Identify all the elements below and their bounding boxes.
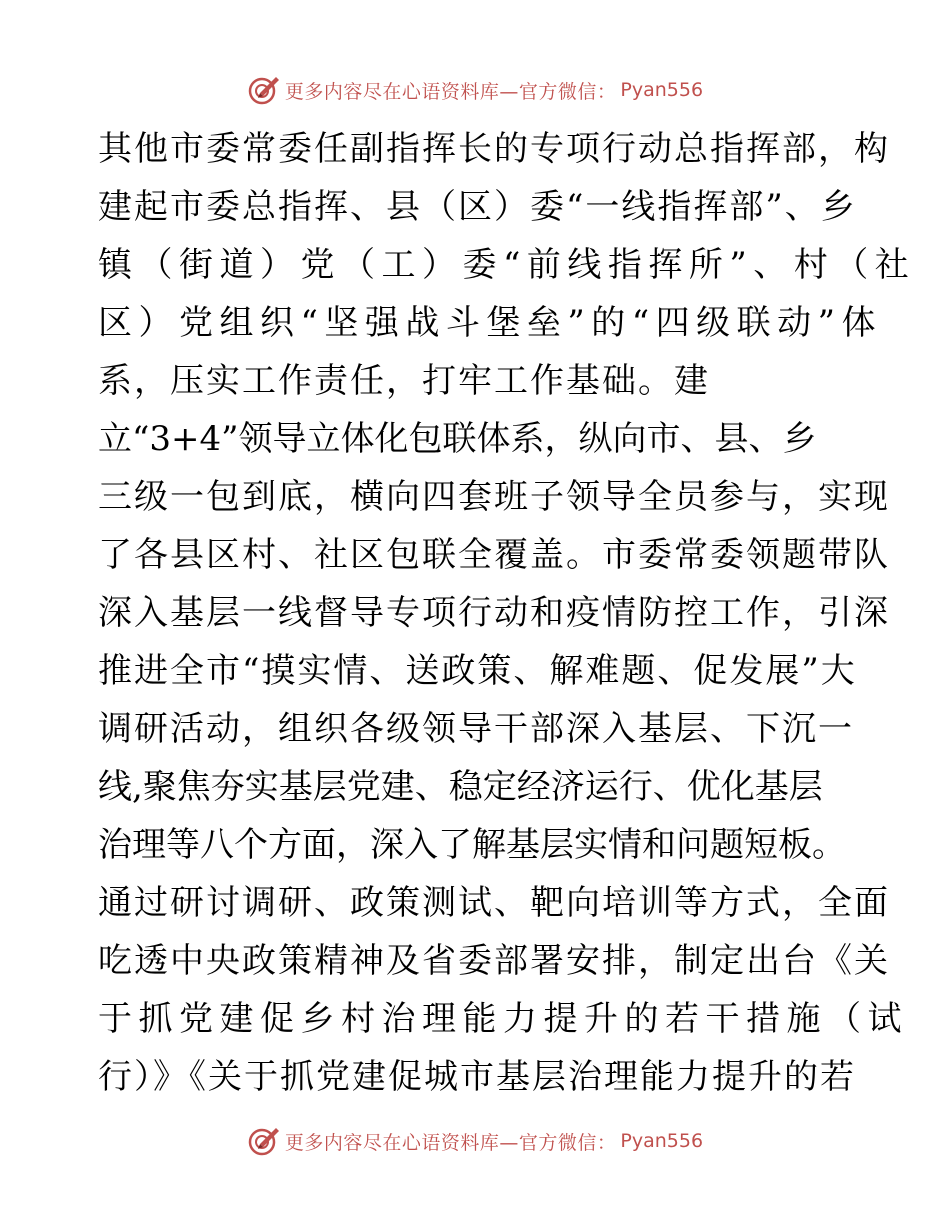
text-line: 系，压实工作责任，打牢工作基础。建: [98, 361, 710, 401]
text-line: 区）党组织“坚强战斗堡垒”的“四级联动”体: [98, 303, 883, 343]
text-line: 立“3+4”领导立体化包联体系，纵向市、县、乡: [98, 419, 817, 459]
footer-watermark: [0, 1121, 950, 1161]
document-body: [98, 120, 916, 1106]
text-line: 于抓党建促乡村治理能力提升的若干措施（试: [98, 999, 908, 1039]
watermark-text: 更多内容尽在心语资料库—官方微信：: [284, 1131, 617, 1154]
text-line: 吃透中央政策精神及省委部署安排，制定出台《关: [98, 941, 890, 981]
text-line: 镇（街道）党（工）委“前线指挥所”、村（社: [98, 245, 916, 285]
watermark-wechat-id: Pyan556: [620, 79, 704, 101]
header-watermark: [0, 70, 950, 110]
watermark-text: 更多内容尽在心语资料库—官方微信：: [284, 80, 617, 103]
text-line: 通过研讨调研、政策测试、靶向培训等方式，全面: [98, 883, 890, 923]
pen-logo-icon: [247, 1124, 281, 1158]
text-line: 其他市委常委任副指挥长的专项行动总指挥部，构: [98, 129, 890, 169]
text-line: 推进全市“摸实情、送政策、解难题、促发展”大: [98, 651, 857, 691]
text-line: 了各县区村、社区包联全覆盖。市委常委领题带队: [98, 535, 890, 575]
text-line: 深入基层一线督导专项行动和疫情防控工作，引深: [98, 593, 890, 633]
text-line: 治理等八个方面，深入了解基层实情和问题短板。: [98, 825, 846, 865]
text-line: 调研活动，组织各级领导干部深入基层、下沉一: [98, 709, 854, 749]
text-line: 建起市委总指挥、县（区）委“一线指挥部”、乡: [98, 187, 857, 227]
pen-logo-icon: [247, 73, 281, 107]
watermark-wechat-id: Pyan556: [620, 1130, 704, 1152]
text-line: 三级一包到底，横向四套班子领导全员参与，实现: [98, 477, 890, 517]
text-line: 线,聚焦夯实基层党建、稳定经济运行、优化基层: [98, 767, 823, 807]
text-line: 行）》《关于抓党建促城市基层治理能力提升的若: [98, 1057, 856, 1097]
